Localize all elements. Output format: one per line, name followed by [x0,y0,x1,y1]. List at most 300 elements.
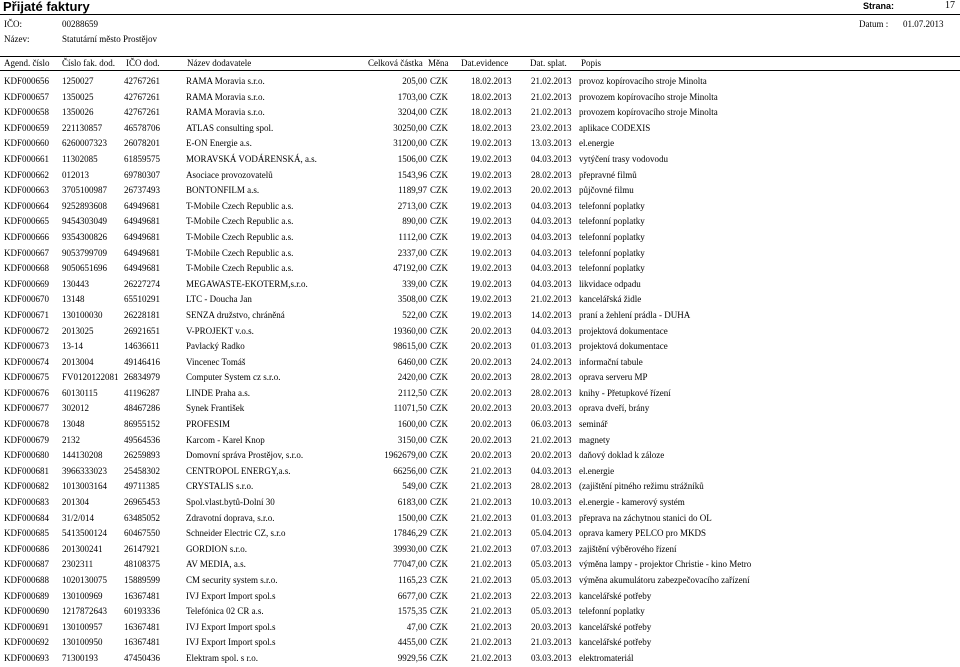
description: kancelářské potřeby [579,637,652,648]
supplier-name: Pavlacký Radko [186,341,245,352]
total-amount: 2713,00 [397,200,427,211]
agenda-number: KDF000674 [4,356,50,367]
table-row [0,74,960,90]
table-row [0,511,960,527]
due-date: 28.02.2013 [531,387,572,398]
invoice-number: FV0120122081 [62,372,119,383]
evidence-date: 21.02.2013 [471,606,512,617]
supplier-name: RAMA Moravia s.r.o. [186,107,265,118]
evidence-date: 20.02.2013 [471,419,512,430]
currency: CZK [430,403,448,414]
currency: CZK [430,372,448,383]
invoice-number: 13-14 [62,341,83,352]
table-row [0,448,960,464]
col-ico: IČO dod. [126,58,160,68]
col-agenda: Agend. číslo [4,58,50,68]
supplier-ico: 26965453 [124,497,160,508]
due-date: 28.02.2013 [531,169,572,180]
due-date: 05.03.2013 [531,559,572,570]
invoice-number: 71300193 [62,652,98,663]
total-amount: 19360,00 [393,325,427,336]
agenda-number: KDF000677 [4,403,50,414]
table-row [0,557,960,573]
agenda-number: KDF000661 [4,153,50,164]
invoice-number: 130100969 [62,590,103,601]
agenda-number: KDF000687 [4,559,50,570]
table-row [0,105,960,121]
datum-value: 01.07.2013 [903,19,944,29]
description: kancelářské potřeby [579,590,652,601]
due-date: 07.03.2013 [531,543,572,554]
table-row [0,277,960,293]
supplier-ico: 61859575 [124,153,160,164]
table-row [0,651,960,667]
evidence-date: 21.02.2013 [471,575,512,585]
invoice-number: 201304 [62,497,89,508]
evidence-date: 19.02.2013 [471,278,512,289]
currency: CZK [430,76,448,86]
due-date: 06.03.2013 [531,419,572,430]
nazev-label: Název: [4,34,30,44]
supplier-name: T-Mobile Czech Republic a.s. [186,247,294,258]
evidence-date: 18.02.2013 [471,76,512,86]
due-date: 04.03.2013 [531,325,572,336]
currency: CZK [430,621,448,632]
total-amount: 1703,00 [397,91,427,102]
evidence-date: 21.02.2013 [471,559,512,570]
description: projektová dokumentace [579,325,668,336]
description: (zajištění pitného režimu strážníků [579,481,704,492]
evidence-date: 20.02.2013 [471,450,512,461]
currency: CZK [430,91,448,102]
invoice-number: 221130857 [62,122,103,133]
evidence-date: 19.02.2013 [471,153,512,164]
supplier-ico: 49564536 [124,434,160,445]
invoice-number: 1020130075 [62,575,107,585]
supplier-name: Computer System cz s.r.o. [186,372,281,383]
invoice-number: 130100957 [62,621,103,632]
currency: CZK [430,356,448,367]
due-date: 22.03.2013 [531,590,572,601]
due-date: 04.03.2013 [531,153,572,164]
supplier-ico: 16367481 [124,590,160,601]
supplier-ico: 26147921 [124,543,160,554]
agenda-number: KDF000671 [4,309,50,320]
supplier-ico: 46578706 [124,122,160,133]
description: el.energie [579,465,615,476]
agenda-number: KDF000664 [4,200,50,211]
total-amount: 339,00 [402,278,427,289]
invoice-number: 012013 [62,169,89,180]
invoice-number: 60130115 [62,387,98,398]
table-row [0,324,960,340]
evidence-date: 21.02.2013 [471,621,512,632]
due-date: 04.03.2013 [531,231,572,242]
currency: CZK [430,278,448,289]
supplier-ico: 47450436 [124,652,160,663]
currency: CZK [430,590,448,601]
supplier-ico: 48467286 [124,403,160,414]
description: likvidace odpadu [579,278,641,289]
total-amount: 17846,29 [393,528,427,539]
agenda-number: KDF000659 [4,122,50,133]
agenda-number: KDF000673 [4,341,50,352]
invoice-number: 201300241 [62,543,103,554]
description: oprava dveří, brány [579,403,650,414]
supplier-name: CM security system s.r.o. [186,575,278,585]
invoice-number: 1350025 [62,91,94,102]
currency: CZK [430,637,448,648]
invoice-number: 2013004 [62,356,94,367]
agenda-number: KDF000678 [4,419,50,430]
table-header [0,58,960,70]
invoice-number: 9454303049 [62,216,107,227]
agenda-number: KDF000686 [4,543,50,554]
table-row [0,230,960,246]
agenda-number: KDF000656 [4,76,50,86]
total-amount: 98615,00 [393,341,427,352]
evidence-date: 21.02.2013 [471,512,512,523]
supplier-name: BONTONFILM a.s. [186,185,260,196]
currency: CZK [430,294,448,305]
due-date: 21.02.2013 [531,434,572,445]
total-amount: 1500,00 [397,512,427,523]
due-date: 04.03.2013 [531,216,572,227]
description: přeprava na záchytnou stanici do OL [579,512,712,523]
supplier-ico: 14636611 [124,341,160,352]
supplier-ico: 26259893 [124,450,160,461]
invoice-number: 3705100987 [62,185,107,196]
description: vytýčení trasy vodovodu [579,153,668,164]
description: knihy - Přetupkové řízení [579,387,671,398]
evidence-date: 19.02.2013 [471,138,512,149]
table-row [0,214,960,230]
evidence-date: 19.02.2013 [471,263,512,274]
total-amount: 39930,00 [393,543,427,554]
agenda-number: KDF000666 [4,231,50,242]
invoice-number: 1250027 [62,76,94,86]
table-row [0,199,960,215]
description: provoz kopírovacího stroje Minolta [579,76,707,86]
agenda-number: KDF000675 [4,372,50,383]
total-amount: 6677,00 [397,590,427,601]
total-amount: 205,00 [402,76,427,86]
supplier-name: RAMA Moravia s.r.o. [186,76,265,86]
table-row [0,370,960,386]
invoice-number: 144130208 [62,450,103,461]
agenda-number: KDF000692 [4,637,50,648]
agenda-number: KDF000680 [4,450,50,461]
supplier-name: IVJ Export Import spol.s [186,590,276,601]
due-date: 20.02.2013 [531,185,572,196]
evidence-date: 20.02.2013 [471,387,512,398]
supplier-name: SENZA družstvo, chráněná [186,309,285,320]
supplier-name: Karcom - Karel Knop [186,434,265,445]
supplier-ico: 16367481 [124,621,160,632]
total-amount: 2337,00 [397,247,427,258]
currency: CZK [430,419,448,430]
currency: CZK [430,575,448,585]
description: půjčovné filmu [579,185,634,196]
supplier-name: Telefónica 02 CR a.s. [186,606,264,617]
supplier-ico: 42767261 [124,91,160,102]
page-number: 17 [945,0,955,11]
supplier-ico: 42767261 [124,76,160,86]
total-amount: 6183,00 [397,497,427,508]
supplier-name: E-ON Energie a.s. [186,138,252,149]
due-date: 21.02.2013 [531,107,572,118]
supplier-ico: 15889599 [124,575,160,585]
supplier-ico: 64949681 [124,216,160,227]
table-header-bottom-line [0,70,960,71]
evidence-date: 20.02.2013 [471,341,512,352]
supplier-ico: 26228181 [124,309,160,320]
due-date: 04.03.2013 [531,200,572,211]
supplier-name: CRYSTALIS s.r.o. [186,481,254,492]
supplier-ico: 26078201 [124,138,160,149]
table-row [0,168,960,184]
currency: CZK [430,325,448,336]
due-date: 21.02.2013 [531,294,572,305]
description: kancelářská židle [579,294,642,305]
due-date: 04.03.2013 [531,263,572,274]
description: provozem kopírovacího stroje Minolta [579,91,718,102]
currency: CZK [430,185,448,196]
total-amount: 1575,35 [397,606,427,617]
evidence-date: 19.02.2013 [471,200,512,211]
invoice-number: 9252893608 [62,200,107,211]
currency: CZK [430,138,448,149]
currency: CZK [430,216,448,227]
invoice-number: 9050651696 [62,263,107,274]
evidence-date: 19.02.2013 [471,216,512,227]
page-label: Strana: [863,1,895,11]
currency: CZK [430,512,448,523]
agenda-number: KDF000691 [4,621,50,632]
supplier-name: IVJ Export Import spol.s [186,637,276,648]
supplier-ico: 48108375 [124,559,160,570]
evidence-date: 18.02.2013 [471,107,512,118]
due-date: 28.02.2013 [531,372,572,383]
supplier-name: Elektram spol. s r.o. [186,652,258,663]
currency: CZK [430,606,448,617]
currency: CZK [430,465,448,476]
currency: CZK [430,153,448,164]
invoice-number: 3966333023 [62,465,107,476]
description: výměna lampy - projektor Christie - kino Metro [579,559,752,570]
evidence-date: 19.02.2013 [471,169,512,180]
supplier-name: IVJ Export Import spol.s [186,621,276,632]
invoice-number: 2013025 [62,325,94,336]
nazev-value: Statutární město Prostějov [62,34,157,44]
currency: CZK [430,652,448,663]
supplier-ico: 16367481 [124,637,160,648]
evidence-date: 20.02.2013 [471,372,512,383]
currency: CZK [430,450,448,461]
table-row [0,246,960,262]
col-evidence-date: Dat.evidence [461,58,509,68]
due-date: 21.02.2013 [531,76,572,86]
col-amount: Celková částka [368,58,423,68]
total-amount: 1165,23 [398,575,427,585]
invoice-number: 6260007323 [62,138,107,149]
supplier-ico: 26737493 [124,185,160,196]
total-amount: 1543,96 [397,169,427,180]
table-row [0,620,960,636]
total-amount: 1962679,00 [384,450,427,461]
description: el.energie - kamerový systém [579,497,685,508]
due-date: 20.03.2013 [531,621,572,632]
total-amount: 522,00 [402,309,427,320]
table-row [0,589,960,605]
table-row [0,573,960,589]
agenda-number: KDF000657 [4,91,50,102]
agenda-number: KDF000665 [4,216,50,227]
description: oprava kamery PELCO pro MKDS [579,528,706,539]
supplier-name: LINDE Praha a.s. [186,387,250,398]
supplier-name: Asociace provozovatelů [186,169,273,180]
evidence-date: 21.02.2013 [471,481,512,492]
evidence-date: 21.02.2013 [471,543,512,554]
description: elektromateriál [579,652,634,663]
page-title: Přijaté faktury [3,0,90,14]
description: telefonní poplatky [579,216,645,227]
evidence-date: 18.02.2013 [471,122,512,133]
supplier-name: AV MEDIA, a.s. [186,559,246,570]
currency: CZK [430,387,448,398]
agenda-number: KDF000685 [4,528,50,539]
datum-label: Datum : [859,19,889,29]
currency: CZK [430,169,448,180]
table-row [0,355,960,371]
agenda-number: KDF000679 [4,434,50,445]
agenda-number: KDF000693 [4,652,50,663]
supplier-name: Synek František [186,403,245,414]
supplier-name: CENTROPOL ENERGY,a.s. [186,465,291,476]
evidence-date: 21.02.2013 [471,497,512,508]
supplier-ico: 64949681 [124,200,160,211]
ico-value: 00288659 [62,19,98,29]
currency: CZK [430,107,448,118]
total-amount: 1506,00 [397,153,427,164]
supplier-ico: 26921651 [124,325,160,336]
evidence-date: 19.02.2013 [471,309,512,320]
due-date: 04.03.2013 [531,247,572,258]
col-due-date: Dat. splat. [530,58,567,68]
due-date: 04.03.2013 [531,278,572,289]
currency: CZK [430,481,448,492]
currency: CZK [430,341,448,352]
invoice-number: 9053799709 [62,247,107,258]
total-amount: 77047,00 [393,559,427,570]
invoice-number: 302012 [62,403,89,414]
due-date: 24.02.2013 [531,356,572,367]
evidence-date: 21.02.2013 [471,528,512,539]
invoice-number: 1350026 [62,107,94,118]
description: telefonní poplatky [579,263,645,274]
total-amount: 4455,00 [397,637,427,648]
col-currency: Měna [428,58,449,68]
description: výměna akumulátoru zabezpečovacího zařízení [579,575,750,585]
agenda-number: KDF000676 [4,387,50,398]
supplier-name: V-PROJEKT v.o.s. [186,325,254,336]
currency: CZK [430,263,448,274]
table-row [0,495,960,511]
currency: CZK [430,497,448,508]
supplier-ico: 26834979 [124,372,160,383]
agenda-number: KDF000663 [4,185,50,196]
due-date: 10.03.2013 [531,497,572,508]
supplier-name: PROFESIM [186,419,231,430]
invoice-number: 1013003164 [62,481,107,492]
supplier-ico: 69780307 [124,169,160,180]
table-row [0,292,960,308]
supplier-name: Spol.vlast.bytů-Dolní 30 [186,497,275,508]
due-date: 05.03.2013 [531,575,572,585]
supplier-name: RAMA Moravia s.r.o. [186,91,265,102]
invoice-number: 31/2/014 [62,512,95,523]
evidence-date: 19.02.2013 [471,294,512,305]
supplier-name: Zdravotní doprava, s.r.o. [186,512,275,523]
total-amount: 3150,00 [397,434,427,445]
evidence-date: 18.02.2013 [471,91,512,102]
total-amount: 549,00 [402,481,427,492]
supplier-name: T-Mobile Czech Republic a.s. [186,263,294,274]
evidence-date: 20.02.2013 [471,434,512,445]
title-divider [0,14,960,15]
supplier-name: Domovní správa Prostějov, s.r.o. [186,450,304,461]
supplier-name: MORAVSKÁ VODÁRENSKÁ, a.s. [186,153,317,164]
col-supplier: Název dodavatele [187,58,252,68]
table-row [0,261,960,277]
total-amount: 66256,00 [393,465,427,476]
description: oprava serveru MP [579,372,648,383]
currency: CZK [430,528,448,539]
supplier-ico: 64949681 [124,263,160,274]
evidence-date: 20.02.2013 [471,356,512,367]
supplier-name: Vincenec Tomáš [186,356,246,367]
currency: CZK [430,543,448,554]
currency: CZK [430,231,448,242]
description: přepravné filmů [579,169,637,180]
evidence-date: 19.02.2013 [471,231,512,242]
invoice-number: 1217872643 [62,606,107,617]
total-amount: 47,00 [406,621,427,632]
invoice-number: 13048 [62,419,85,430]
table-row [0,433,960,449]
supplier-ico: 65510291 [124,294,160,305]
invoice-number: 9354300826 [62,231,107,242]
due-date: 04.03.2013 [531,465,572,476]
supplier-ico: 63485052 [124,512,160,523]
currency: CZK [430,200,448,211]
agenda-number: KDF000682 [4,481,50,492]
table-row [0,136,960,152]
total-amount: 9929,56 [397,652,427,663]
invoice-table-body [0,74,960,667]
description: projektová dokumentace [579,341,668,352]
table-row [0,542,960,558]
agenda-number: KDF000669 [4,278,50,289]
invoice-number: 130100030 [62,309,103,320]
due-date: 21.02.2013 [531,91,572,102]
currency: CZK [430,434,448,445]
agenda-number: KDF000668 [4,263,50,274]
agenda-number: KDF000672 [4,325,50,336]
description: telefonní poplatky [579,231,645,242]
evidence-date: 21.02.2013 [471,637,512,648]
invoice-number: 5413500124 [62,528,107,539]
